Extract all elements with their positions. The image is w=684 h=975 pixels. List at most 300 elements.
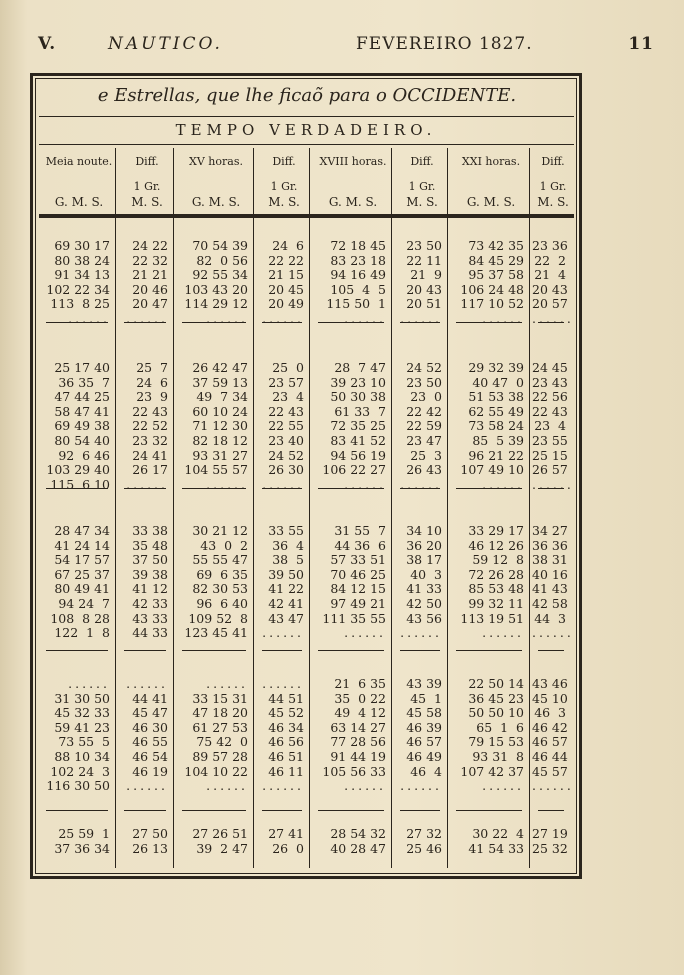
- table-cell: 122 1 8: [54, 625, 110, 641]
- table-cell: ......: [482, 476, 524, 492]
- table-cell: 72 35 25: [330, 418, 386, 434]
- table-cell: ......: [68, 311, 110, 326]
- column-header: Diff.: [272, 155, 296, 168]
- table-cell: 46 34: [268, 719, 304, 735]
- table-cell: 23 43: [532, 374, 568, 390]
- group-separator: [46, 322, 108, 323]
- table-cell: ......: [532, 778, 574, 794]
- table-cell: 20 51: [406, 296, 442, 312]
- table-cell: 61 33 7: [334, 403, 386, 419]
- table-cell: ......: [344, 311, 386, 326]
- group-separator: [456, 650, 522, 651]
- table-cell: 23 47: [406, 433, 442, 448]
- table-cell: 40 16: [532, 566, 568, 582]
- table-cell: 85 53 48: [468, 581, 524, 597]
- column-divider: [309, 148, 310, 868]
- table-cell: 23 4: [534, 418, 566, 434]
- table-cell: 23 57: [268, 374, 304, 390]
- table-cell: 103 29 40: [46, 462, 110, 478]
- table-cell: 40 47 0: [472, 374, 524, 390]
- table-cell: 72 18 45: [330, 238, 386, 253]
- table-cell: 80 49 41: [54, 581, 110, 597]
- group-separator: [400, 650, 440, 651]
- table-cell: 115 6 10: [50, 476, 110, 492]
- table-cell: 39 38: [132, 566, 168, 582]
- table-cell: 22 11: [406, 252, 442, 268]
- table-cell: 31 30 50: [54, 690, 110, 706]
- table-cell: 92 55 34: [192, 267, 248, 283]
- table-cell: 104 55 57: [184, 462, 248, 478]
- table-cell: 39 23 10: [330, 374, 386, 390]
- table-cell: 83 23 18: [330, 252, 386, 268]
- table-cell: 62 55 49: [468, 403, 524, 419]
- table-cell: 30 22 4: [472, 826, 524, 841]
- rule: [39, 116, 574, 117]
- group-separator: [538, 810, 564, 811]
- table-cell: ......: [126, 311, 168, 326]
- table-cell: 30 21 12: [192, 523, 248, 538]
- table-cell: 20 57: [532, 296, 568, 312]
- header-rule: [39, 214, 574, 218]
- table-cell: 113 19 51: [460, 610, 524, 626]
- table-cell: 45 47: [132, 705, 168, 721]
- table-cell: ......: [344, 625, 386, 641]
- table-cell: 46 49: [406, 749, 442, 764]
- table-cell: 40 3: [410, 566, 442, 582]
- table-cell: 27 32: [406, 826, 442, 841]
- table-cell: 94 16 49: [330, 267, 386, 283]
- table-cell: ......: [126, 778, 168, 794]
- table-cell: 46 44: [532, 749, 568, 764]
- table-cell: 45 58: [406, 705, 442, 721]
- month-year: FEVEREIRO 1827.: [356, 34, 533, 54]
- table-cell: 46 54: [132, 749, 168, 764]
- table-cell: 93 31 27: [192, 447, 248, 463]
- table-cell: 24 52: [268, 447, 304, 463]
- table-cell: 21 9: [410, 267, 442, 283]
- table-cell: 85 5 39: [472, 433, 524, 448]
- table-cell: ......: [344, 476, 386, 492]
- table-cell: ......: [482, 778, 524, 794]
- table-cell: 46 4: [410, 763, 442, 779]
- table-cell: 55 55 47: [192, 552, 248, 568]
- table-cell: 36 36: [532, 537, 568, 553]
- table-cell: 46 39: [406, 719, 442, 735]
- table-cell: 65 1 6: [476, 719, 524, 735]
- table-cell: ......: [532, 625, 574, 641]
- column-divider: [173, 148, 174, 868]
- table-cell: 41 43: [532, 581, 568, 597]
- table-cell: 22 59: [406, 418, 442, 434]
- table-cell: 45 52: [268, 705, 304, 721]
- table-cell: 61 27 53: [192, 719, 248, 735]
- table-cell: 31 55 7: [334, 523, 386, 538]
- group-separator: [46, 650, 108, 651]
- table-cell: 59 41 23: [54, 719, 110, 735]
- table-cell: 93 31 8: [472, 749, 524, 764]
- table-cell: 57 33 51: [330, 552, 386, 568]
- group-separator: [538, 322, 564, 323]
- table-cell: 21 6 35: [334, 676, 386, 691]
- table-cell: 84 45 29: [468, 252, 524, 268]
- column-header: Diff.: [541, 155, 565, 168]
- table-cell: 20 43: [532, 281, 568, 297]
- table-cell: 73 55 5: [58, 734, 110, 750]
- table-cell: 69 6 35: [196, 566, 248, 582]
- table-cell: ......: [206, 676, 248, 691]
- group-separator: [262, 322, 302, 323]
- unit-label: G. M. S.: [191, 195, 241, 209]
- column-divider: [391, 148, 392, 868]
- table-cell: 116 30 50: [46, 778, 110, 794]
- group-separator: [124, 322, 166, 323]
- table-cell: 37 50: [132, 552, 168, 568]
- table-cell: 45 32 33: [54, 705, 110, 721]
- table-cell: 43 46: [532, 676, 568, 691]
- table-cell: ......: [532, 311, 574, 326]
- unit-label: M. S.: [131, 195, 163, 209]
- table-cell: 20 43: [406, 281, 442, 297]
- table-cell: 94 24 7: [58, 596, 110, 611]
- column-header: XVIII horas.: [319, 155, 387, 168]
- table-cell: 43 47: [268, 610, 304, 626]
- table-cell: 89 57 28: [192, 749, 248, 764]
- table-cell: ......: [482, 625, 524, 641]
- group-separator: [182, 322, 246, 323]
- table-cell: 38 31: [532, 552, 568, 568]
- table-cell: ......: [400, 625, 442, 641]
- page-number: 11: [628, 34, 654, 54]
- table-cell: 27 50: [132, 826, 168, 841]
- table-cell: 33 55: [268, 523, 304, 538]
- table-cell: 97 49 21: [330, 596, 386, 611]
- table-cell: 24 52: [406, 360, 442, 375]
- group-separator: [182, 810, 246, 811]
- table-cell: 26 57: [532, 462, 568, 478]
- table-cell: 22 32: [132, 252, 168, 268]
- table-cell: ......: [400, 778, 442, 794]
- table-cell: ......: [262, 476, 304, 492]
- table-cell: 26 13: [132, 840, 168, 856]
- table-cell: 106 22 27: [322, 462, 386, 478]
- table-cell: 84 12 15: [330, 581, 386, 597]
- table-cell: 46 3: [534, 705, 566, 721]
- table-cell: 33 15 31: [192, 690, 248, 706]
- table-cell: ......: [68, 676, 110, 691]
- table-cell: 22 52: [132, 418, 168, 434]
- table-cell: 28 47 34: [54, 523, 110, 538]
- table-cell: 60 10 24: [192, 403, 248, 419]
- group-separator: [124, 650, 166, 651]
- table-cell: 70 54 39: [192, 238, 248, 253]
- table-cell: ......: [126, 476, 168, 492]
- table-cell: 29 32 39: [468, 360, 524, 375]
- table-cell: 46 42: [532, 719, 568, 735]
- table-cell: 38 5: [272, 552, 304, 568]
- group-separator: [318, 322, 384, 323]
- table-cell: 59 12 8: [472, 552, 524, 568]
- table-cell: 22 50 14: [468, 676, 524, 691]
- table-cell: ......: [532, 476, 574, 492]
- table-cell: 96 6 40: [196, 596, 248, 611]
- running-header: [38, 34, 654, 62]
- group-separator: [124, 488, 166, 489]
- table-cell: 24 41: [132, 447, 168, 463]
- group-separator: [456, 488, 522, 489]
- table-cell: 27 26 51: [192, 826, 248, 841]
- table-cell: 73 42 35: [468, 238, 524, 253]
- group-separator: [262, 488, 302, 489]
- rule: [39, 144, 574, 145]
- group-separator: [456, 810, 522, 811]
- table-cell: 23 4: [272, 389, 304, 405]
- table-cell: 46 19: [132, 763, 168, 779]
- table-cell: 24 45: [532, 360, 568, 375]
- table-cell: 22 2: [534, 252, 566, 268]
- unit-label: G. M. S.: [466, 195, 516, 209]
- table-cell: 114 29 12: [184, 296, 248, 312]
- column-divider: [115, 148, 116, 868]
- table-cell: 46 57: [532, 734, 568, 750]
- table-cell: 47 18 20: [192, 705, 248, 721]
- table-cell: 23 32: [132, 433, 168, 448]
- table-cell: ......: [206, 778, 248, 794]
- unit-label: 1 Gr.: [270, 180, 298, 193]
- table-cell: 22 43: [132, 403, 168, 419]
- table-cell: 21 4: [534, 267, 566, 283]
- table-cell: 80 54 40: [54, 433, 110, 448]
- table-cell: ......: [344, 778, 386, 794]
- table-cell: 26 42 47: [192, 360, 248, 375]
- table-cell: 22 55: [268, 418, 304, 434]
- group-separator: [182, 488, 246, 489]
- group-separator: [538, 650, 564, 651]
- table-cell: 37 59 13: [192, 374, 248, 390]
- table-cell: 23 36: [532, 238, 568, 253]
- table-cell: 108 8 28: [50, 610, 110, 626]
- group-separator: [318, 488, 384, 489]
- table-cell: ......: [126, 676, 168, 691]
- table-cell: 20 47: [132, 296, 168, 312]
- table-cell: 25 7: [136, 360, 168, 375]
- table-cell: 27 41: [268, 826, 304, 841]
- table-cell: 39 2 47: [196, 840, 248, 856]
- table-cell: 21 15: [268, 267, 304, 283]
- table-cell: 46 12 26: [468, 537, 524, 553]
- table-cell: ......: [482, 311, 524, 326]
- table-cell: 43 56: [406, 610, 442, 626]
- table-cell: 34 27: [532, 523, 568, 538]
- table-cell: 25 46: [406, 840, 442, 856]
- table-cell: 23 55: [532, 433, 568, 448]
- unit-label: G. M. S.: [328, 195, 378, 209]
- table-cell: 109 52 8: [188, 610, 248, 626]
- table-cell: 47 44 25: [54, 389, 110, 405]
- group-separator: [262, 650, 302, 651]
- table-cell: 25 59 1: [58, 826, 110, 841]
- unit-label: 1 Gr.: [133, 180, 161, 193]
- table-cell: 25 32: [532, 840, 568, 856]
- table-cell: 117 10 52: [460, 296, 524, 312]
- table-cell: 91 44 19: [330, 749, 386, 764]
- table-cell: 39 50: [268, 566, 304, 582]
- table-cell: 40 28 47: [330, 840, 386, 856]
- column-header: XXI horas.: [461, 155, 521, 168]
- column-divider: [253, 148, 254, 868]
- section-number: V.: [38, 34, 57, 54]
- table-cell: 44 51: [268, 690, 304, 706]
- table-cell: 44 3: [534, 610, 566, 626]
- table-cell: 37 36 34: [54, 840, 110, 856]
- table-cell: 49 4 12: [334, 705, 386, 721]
- table-cell: 22 42: [406, 403, 442, 419]
- table-cell: 41 24 14: [54, 537, 110, 553]
- table-cell: ......: [262, 676, 304, 691]
- group-separator: [46, 488, 108, 489]
- table-cell: 38 17: [406, 552, 442, 568]
- table-cell: 91 34 13: [54, 267, 110, 283]
- unit-label: G. M. S.: [54, 195, 104, 209]
- column-header: Meia noute.: [45, 155, 113, 168]
- table-cell: 41 22: [268, 581, 304, 597]
- table-cell: 103 43 20: [184, 281, 248, 297]
- table-cell: 41 54 33: [468, 840, 524, 856]
- table-cell: ......: [262, 625, 304, 641]
- table-cell: 27 19: [532, 826, 568, 841]
- table-cell: 94 56 19: [330, 447, 386, 463]
- table-cell: 26 30: [268, 462, 304, 478]
- table-cell: 58 47 41: [54, 403, 110, 419]
- table-cell: 105 56 33: [322, 763, 386, 779]
- table-cell: 46 55: [132, 734, 168, 750]
- table-cell: 113 8 25: [50, 296, 110, 312]
- table-cell: 45 1: [410, 690, 442, 706]
- table-cell: 36 35 7: [58, 374, 110, 390]
- table-cell: 26 43: [406, 462, 442, 478]
- table-cell: 95 37 58: [468, 267, 524, 283]
- table-cell: 28 7 47: [334, 360, 386, 375]
- table-cell: 71 12 30: [192, 418, 248, 434]
- table-cell: 35 0 22: [334, 690, 386, 706]
- table-cell: 107 49 10: [460, 462, 524, 478]
- table-cell: 23 9: [136, 389, 168, 405]
- table-cell: 99 32 11: [468, 596, 524, 611]
- table-cell: 104 10 22: [184, 763, 248, 779]
- group-separator: [400, 322, 440, 323]
- table-cell: 45 57: [532, 763, 568, 779]
- table-cell: 34 10: [406, 523, 442, 538]
- table-cell: 41 12: [132, 581, 168, 597]
- table-cell: 70 46 25: [330, 566, 386, 582]
- group-separator: [400, 488, 440, 489]
- table-cell: 46 11: [268, 763, 304, 779]
- group-separator: [262, 810, 302, 811]
- table-cell: 69 49 38: [54, 418, 110, 434]
- group-separator: [318, 810, 384, 811]
- table-cell: 45 10: [532, 690, 568, 706]
- table-cell: 22 43: [532, 403, 568, 419]
- column-divider: [529, 148, 530, 868]
- table-cell: 73 58 24: [468, 418, 524, 434]
- table-cell: 123 45 41: [184, 625, 248, 641]
- table-cell: 75 42 0: [196, 734, 248, 750]
- table-cell: 50 30 38: [330, 389, 386, 405]
- table-cell: 25 15: [532, 447, 568, 463]
- table-cell: 63 14 27: [330, 719, 386, 735]
- table-cell: 46 30: [132, 719, 168, 735]
- table-cell: 41 33: [406, 581, 442, 597]
- table-cell: 22 43: [268, 403, 304, 419]
- table-cell: 96 21 22: [468, 447, 524, 463]
- table-cell: 36 45 23: [468, 690, 524, 706]
- table-cell: 25 0: [272, 360, 304, 375]
- table-cell: 23 0: [410, 389, 442, 405]
- table-cell: ......: [400, 476, 442, 492]
- table-cell: 105 4 5: [330, 281, 386, 297]
- table-cell: 51 53 38: [468, 389, 524, 405]
- unit-label: M. S.: [537, 195, 569, 209]
- table-cell: ......: [262, 311, 304, 326]
- column-divider: [447, 148, 448, 868]
- table-cell: 69 30 17: [54, 238, 110, 253]
- unit-label: M. S.: [268, 195, 300, 209]
- table-cell: 77 28 56: [330, 734, 386, 750]
- table-cell: 25 17 40: [54, 360, 110, 375]
- group-separator: [318, 650, 384, 651]
- column-header: Diff.: [135, 155, 159, 168]
- table-cell: 28 54 32: [330, 826, 386, 841]
- table-cell: 115 50 1: [326, 296, 386, 312]
- table-cell: 42 58: [532, 596, 568, 611]
- group-separator: [538, 488, 564, 489]
- table-cell: 23 50: [406, 374, 442, 390]
- table-cell: 33 38: [132, 523, 168, 538]
- group-separator: [182, 650, 246, 651]
- table-cell: 102 24 3: [50, 763, 110, 779]
- table-cell: 82 18 12: [192, 433, 248, 448]
- table-cell: 80 38 24: [54, 252, 110, 268]
- table-cell: 33 29 17: [468, 523, 524, 538]
- table-cell: 43 0 2: [200, 537, 248, 553]
- table-cell: 54 17 57: [54, 552, 110, 568]
- group-separator: [124, 810, 166, 811]
- table-cell: 111 35 55: [322, 610, 386, 626]
- running-title: NAUTICO.: [108, 34, 223, 54]
- table-cell: 44 36 6: [334, 537, 386, 553]
- table-cell: 20 45: [268, 281, 304, 297]
- table-cell: 82 0 56: [196, 252, 248, 268]
- column-header: Diff.: [410, 155, 434, 168]
- table-cell: 79 15 53: [468, 734, 524, 750]
- table-cell: 46 57: [406, 734, 442, 750]
- table-cell: ......: [400, 311, 442, 326]
- table-cell: 82 30 53: [192, 581, 248, 597]
- table-cell: 20 49: [268, 296, 304, 312]
- table-cell: 22 22: [268, 252, 304, 268]
- group-separator: [456, 322, 522, 323]
- group-separator: [400, 810, 440, 811]
- table-cell: 88 10 34: [54, 749, 110, 764]
- table-cell: 24 22: [132, 238, 168, 253]
- table-title: TEMPO VERDADEIRO.: [175, 121, 437, 139]
- table-cell: 21 21: [132, 267, 168, 283]
- table-cell: 23 40: [268, 433, 304, 448]
- table-cell: 83 41 52: [330, 433, 386, 448]
- table-cell: 26 0: [272, 840, 304, 856]
- table-cell: 43 33: [132, 610, 168, 626]
- table-cell: 44 33: [132, 625, 168, 641]
- table-cell: 46 51: [268, 749, 304, 764]
